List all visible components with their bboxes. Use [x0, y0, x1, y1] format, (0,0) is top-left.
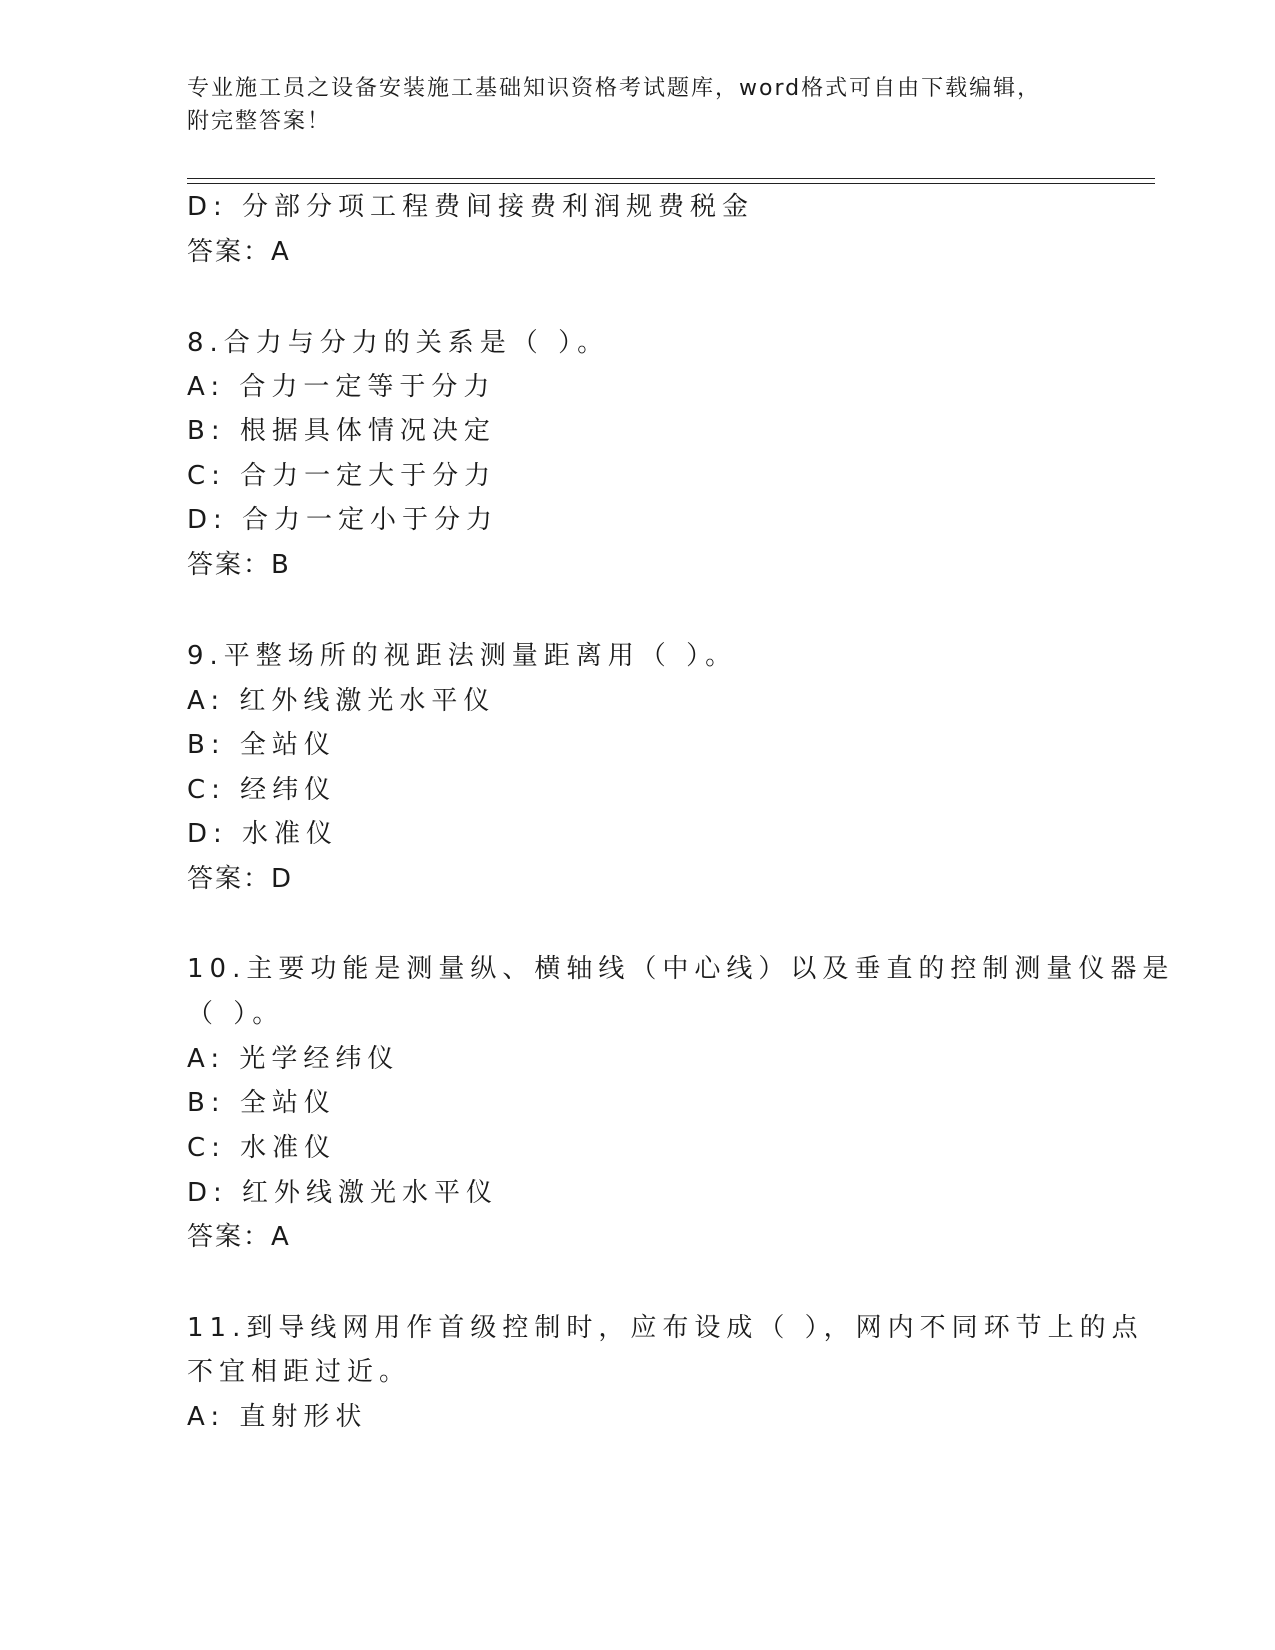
header-divider-top	[187, 178, 1155, 179]
q10-option-a: A: 光学经纬仪	[187, 1044, 400, 1074]
q10-option-b: B: 全站仪	[187, 1088, 336, 1118]
q9-option-b: B: 全站仪	[187, 730, 336, 760]
q8-answer: 答案：B	[187, 550, 291, 580]
header-line-2: 附完整答案！	[187, 109, 332, 134]
q9-question: 9.平整场所的视距法测量距离用（ ）。	[187, 641, 738, 671]
document-header	[187, 72, 1087, 138]
q10-option-d: D: 红外线激光水平仪	[187, 1178, 499, 1208]
q7-answer: 答案：A	[187, 237, 291, 267]
header-line-1: 专业施工员之设备安装施工基础知识资格考试题库，word格式可自由下载编辑，	[187, 76, 1042, 101]
q8-option-a: A: 合力一定等于分力	[187, 372, 496, 402]
q10-answer: 答案：A	[187, 1222, 291, 1252]
q10-option-c: C: 水准仪	[187, 1133, 337, 1163]
q9-option-d: D: 水准仪	[187, 819, 339, 849]
header-divider-bottom	[187, 183, 1155, 184]
q10-question-line-1: 10.主要功能是测量纵、横轴线（中心线）以及垂直的控制测量仪器是	[187, 954, 1175, 984]
q11-question-line-2: 不宜相距过近。	[187, 1357, 412, 1387]
q8-option-d: D: 合力一定小于分力	[187, 505, 499, 535]
q9-option-a: A: 红外线激光水平仪	[187, 686, 496, 716]
q8-option-c: C: 合力一定大于分力	[187, 461, 497, 491]
q9-option-c: C: 经纬仪	[187, 775, 337, 805]
q9-answer: 答案：D	[187, 864, 294, 894]
q8-question: 8.合力与分力的关系是（ ）。	[187, 328, 610, 358]
q11-question-line-1: 11.到导线网用作首级控制时，应布设成（ ），网内不同环节上的点	[187, 1313, 1144, 1343]
q7-option-d: D: 分部分项工程费间接费利润规费税金	[187, 192, 755, 222]
q10-question-line-2: （ ）。	[187, 999, 285, 1029]
q11-option-a: A: 直射形状	[187, 1402, 368, 1432]
q8-option-b: B: 根据具体情况决定	[187, 416, 496, 446]
